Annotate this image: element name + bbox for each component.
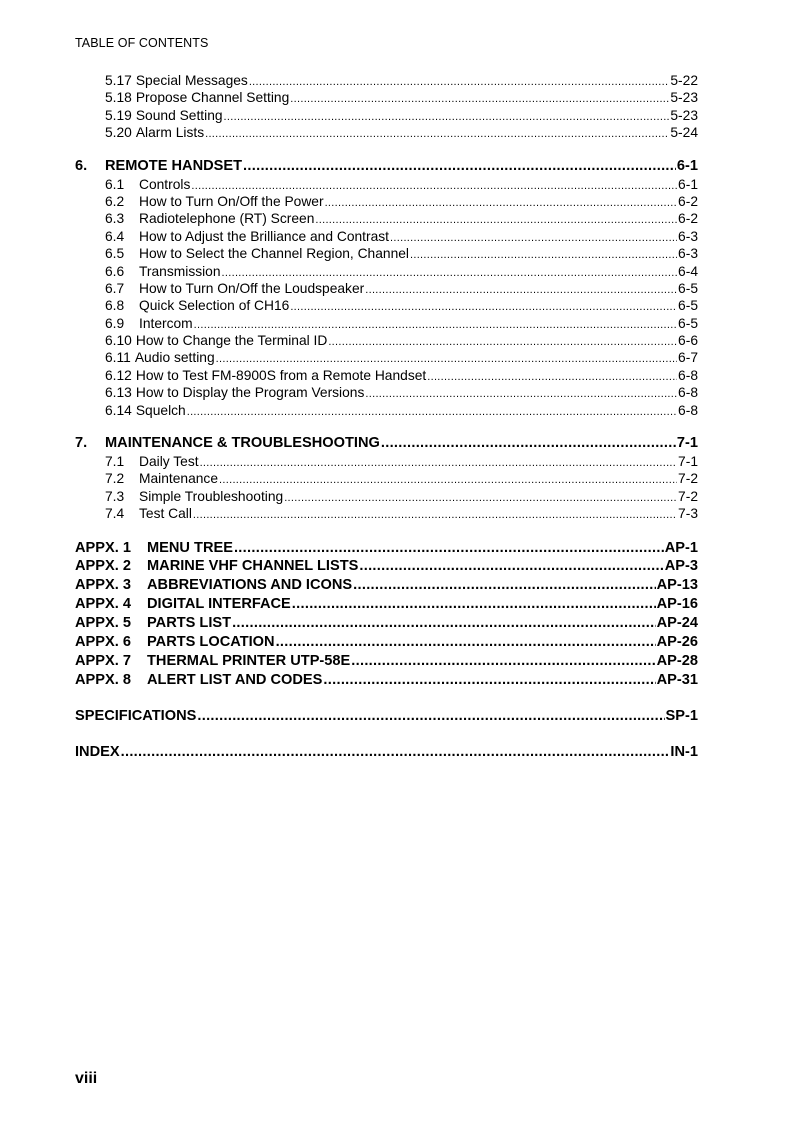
appendix-page: AP-31 bbox=[656, 671, 698, 688]
chapter-page: 7-1 bbox=[676, 435, 698, 452]
entry-page: 5-23 bbox=[670, 107, 698, 123]
entry-number: 6.4 bbox=[105, 228, 125, 244]
index-title: INDEX bbox=[75, 743, 120, 760]
dot-leader bbox=[205, 124, 669, 143]
entry-page: 7-1 bbox=[678, 454, 698, 470]
entry-page: 6-2 bbox=[678, 211, 698, 227]
toc-entry-5-17[interactable] bbox=[105, 72, 698, 89]
entry-number: 6.1 bbox=[105, 176, 125, 192]
table-of-contents bbox=[75, 72, 698, 762]
toc-entry-7-2[interactable] bbox=[105, 470, 698, 487]
entry-title: Radiotelephone (RT) Screen bbox=[139, 211, 315, 227]
dot-leader bbox=[353, 576, 655, 595]
toc-entry-6-13[interactable] bbox=[105, 384, 698, 401]
toc-entry-7-3[interactable] bbox=[105, 488, 698, 505]
appendix-page: AP-28 bbox=[656, 652, 698, 669]
dot-leader bbox=[323, 671, 655, 690]
toc-entry-6-14[interactable] bbox=[105, 402, 698, 419]
chapter-number: 6. bbox=[75, 157, 88, 174]
chapter-page: 6-1 bbox=[676, 157, 698, 174]
appendix-number: APPX. 3 bbox=[75, 577, 131, 594]
entry-title: How to Turn On/Off the Loudspeaker bbox=[139, 280, 365, 296]
entry-number: 6.11 bbox=[105, 350, 131, 366]
toc-appendix-6[interactable] bbox=[75, 633, 698, 652]
entry-title: How to Test FM-8900S from a Remote Handset bbox=[135, 367, 427, 383]
toc-entry-6-3[interactable] bbox=[105, 210, 698, 227]
toc-specifications[interactable] bbox=[75, 707, 698, 726]
specifications-title: SPECIFICATIONS bbox=[75, 707, 197, 724]
appendix-number: APPX. 1 bbox=[75, 539, 131, 556]
entry-page: 6-3 bbox=[678, 246, 698, 262]
appendix-title: THERMAL PRINTER UTP-58E bbox=[147, 652, 351, 669]
entry-page: 5-22 bbox=[670, 73, 698, 88]
entry-title: Propose Channel Setting bbox=[135, 90, 290, 106]
appendix-title: MARINE VHF CHANNEL LISTS bbox=[147, 558, 359, 575]
entry-number: 6.6 bbox=[105, 263, 125, 279]
dot-leader bbox=[234, 539, 664, 558]
dot-leader bbox=[243, 157, 676, 176]
entry-number: 6.10 bbox=[105, 333, 132, 349]
entry-page: 6-8 bbox=[678, 367, 698, 383]
entry-number: 6.7 bbox=[105, 280, 125, 296]
toc-appendix-2[interactable] bbox=[75, 557, 698, 576]
entry-page: 7-2 bbox=[678, 471, 698, 487]
appendix-number: APPX. 6 bbox=[75, 634, 131, 651]
entry-title: Special Messages bbox=[135, 73, 248, 88]
entry-number: 7.3 bbox=[105, 488, 125, 504]
toc-entry-6-12[interactable] bbox=[105, 367, 698, 384]
toc-entry-6-1[interactable] bbox=[105, 176, 698, 193]
chapter-title: REMOTE HANDSET bbox=[105, 157, 243, 174]
dot-leader bbox=[232, 614, 656, 633]
entry-number: 6.12 bbox=[105, 367, 132, 383]
running-header: TABLE OF CONTENTS bbox=[75, 36, 209, 50]
entry-page: 6-7 bbox=[678, 350, 698, 366]
entry-title: Squelch bbox=[135, 402, 186, 418]
toc-appendix-4[interactable] bbox=[75, 595, 698, 614]
entry-title: Quick Selection of CH16 bbox=[139, 298, 290, 314]
entry-title: Controls bbox=[139, 176, 191, 192]
entry-title: How to Adjust the Brilliance and Contrast bbox=[139, 228, 390, 244]
dot-leader bbox=[381, 434, 676, 453]
entry-number: 6.14 bbox=[105, 402, 132, 418]
toc-appendix-3[interactable] bbox=[75, 576, 698, 595]
toc-appendix-1[interactable] bbox=[75, 539, 698, 558]
entry-page: 6-5 bbox=[678, 298, 698, 314]
entry-title: How to Display the Program Versions bbox=[135, 385, 365, 401]
dot-leader bbox=[359, 557, 663, 576]
toc-entry-6-5[interactable] bbox=[105, 245, 698, 262]
entry-page: 7-2 bbox=[678, 488, 698, 504]
entry-title: Sound Setting bbox=[135, 107, 223, 123]
toc-appendix-8[interactable] bbox=[75, 671, 698, 690]
toc-entry-6-7[interactable] bbox=[105, 280, 698, 297]
entry-number: 5.17 bbox=[105, 73, 132, 88]
toc-entry-6-10[interactable] bbox=[105, 332, 698, 349]
toc-chapter-7[interactable] bbox=[75, 434, 698, 453]
dot-leader bbox=[187, 402, 677, 421]
toc-entry-6-6[interactable] bbox=[105, 263, 698, 280]
toc-appendix-7[interactable] bbox=[75, 652, 698, 671]
entry-title: Simple Troubleshooting bbox=[139, 488, 284, 504]
appendix-title: MENU TREE bbox=[147, 539, 233, 556]
page-number: viii bbox=[75, 1070, 98, 1087]
toc-entry-6-8[interactable] bbox=[105, 297, 698, 314]
dot-leader bbox=[276, 633, 656, 652]
appendix-title: PARTS LIST bbox=[147, 615, 232, 632]
dot-leader bbox=[292, 595, 656, 614]
entry-page: 6-8 bbox=[678, 385, 698, 401]
appendix-number: APPX. 5 bbox=[75, 615, 131, 632]
index-page: IN-1 bbox=[670, 743, 698, 760]
entry-page: 5-24 bbox=[670, 125, 698, 141]
toc-entry-7-1[interactable] bbox=[105, 453, 698, 470]
entry-page: 6-2 bbox=[678, 193, 698, 209]
entry-page: 6-6 bbox=[678, 333, 698, 349]
toc-chapter-6[interactable] bbox=[75, 157, 698, 176]
dot-leader bbox=[197, 707, 664, 726]
dot-leader bbox=[121, 743, 670, 762]
entry-number: 7.4 bbox=[105, 506, 125, 522]
appendix-number: APPX. 7 bbox=[75, 652, 131, 669]
toc-index[interactable] bbox=[75, 743, 698, 762]
chapter-title: MAINTENANCE & TROUBLESHOOTING bbox=[105, 435, 380, 452]
entry-title: How to Select the Channel Region, Channel bbox=[139, 246, 409, 262]
appendix-number: APPX. 2 bbox=[75, 558, 131, 575]
entry-title: Daily Test bbox=[139, 454, 199, 470]
entry-number: 6.9 bbox=[105, 315, 125, 331]
entry-title: Test Call bbox=[139, 506, 192, 522]
entry-number: 6.2 bbox=[105, 193, 125, 209]
entry-page: 6-4 bbox=[678, 263, 698, 279]
entry-title: Intercom bbox=[139, 315, 193, 331]
toc-entry-6-11[interactable] bbox=[105, 349, 698, 366]
entry-page: 6-8 bbox=[678, 402, 698, 418]
entry-page: 6-5 bbox=[678, 280, 698, 296]
appendix-number: APPX. 4 bbox=[75, 596, 131, 613]
appendix-page: AP-1 bbox=[664, 539, 698, 556]
appendix-title: ABBREVIATIONS AND ICONS bbox=[147, 577, 353, 594]
toc-appendix-5[interactable] bbox=[75, 614, 698, 633]
entry-page: 6-5 bbox=[678, 315, 698, 331]
specifications-page: SP-1 bbox=[665, 707, 698, 724]
toc-entry-5-18[interactable] bbox=[105, 89, 698, 106]
entry-number: 6.3 bbox=[105, 211, 125, 227]
toc-entry-6-9[interactable] bbox=[105, 315, 698, 332]
entry-title: Transmission bbox=[139, 263, 221, 279]
appendix-page: AP-13 bbox=[656, 577, 698, 594]
entry-page: 7-3 bbox=[678, 506, 698, 522]
toc-entry-6-2[interactable] bbox=[105, 193, 698, 210]
entry-number: 6.13 bbox=[105, 385, 132, 401]
appendix-title: DIGITAL INTERFACE bbox=[147, 596, 291, 613]
toc-entry-5-19[interactable] bbox=[105, 107, 698, 124]
entry-number: 6.8 bbox=[105, 298, 125, 314]
entry-number: 5.19 bbox=[105, 107, 132, 123]
appendix-number: APPX. 8 bbox=[75, 671, 131, 688]
entry-title: Audio setting bbox=[134, 350, 215, 366]
entry-page: 6-1 bbox=[678, 176, 698, 192]
appendix-title: PARTS LOCATION bbox=[147, 634, 275, 651]
entry-page: 5-23 bbox=[670, 90, 698, 106]
entry-number: 5.18 bbox=[105, 90, 132, 106]
entry-number: 7.1 bbox=[105, 454, 125, 470]
entry-number: 6.5 bbox=[105, 246, 125, 262]
entry-number: 7.2 bbox=[105, 471, 125, 487]
dot-leader bbox=[351, 652, 655, 671]
entry-title: How to Turn On/Off the Power bbox=[139, 193, 324, 209]
appendix-page: AP-16 bbox=[656, 596, 698, 613]
dot-leader bbox=[193, 505, 677, 524]
appendix-page: AP-3 bbox=[664, 558, 698, 575]
entry-number: 5.20 bbox=[105, 125, 132, 141]
entry-title: Maintenance bbox=[139, 471, 219, 487]
toc-entry-5-20[interactable] bbox=[105, 124, 698, 141]
appendix-page: AP-26 bbox=[656, 634, 698, 651]
appendix-page: AP-24 bbox=[656, 615, 698, 632]
appendix-title: ALERT LIST AND CODES bbox=[147, 671, 323, 688]
toc-entry-7-4[interactable] bbox=[105, 505, 698, 522]
toc-entry-6-4[interactable] bbox=[105, 228, 698, 245]
entry-page: 6-3 bbox=[678, 228, 698, 244]
entry-title: How to Change the Terminal ID bbox=[135, 333, 328, 349]
chapter-number: 7. bbox=[75, 435, 88, 452]
entry-title: Alarm Lists bbox=[135, 125, 205, 141]
